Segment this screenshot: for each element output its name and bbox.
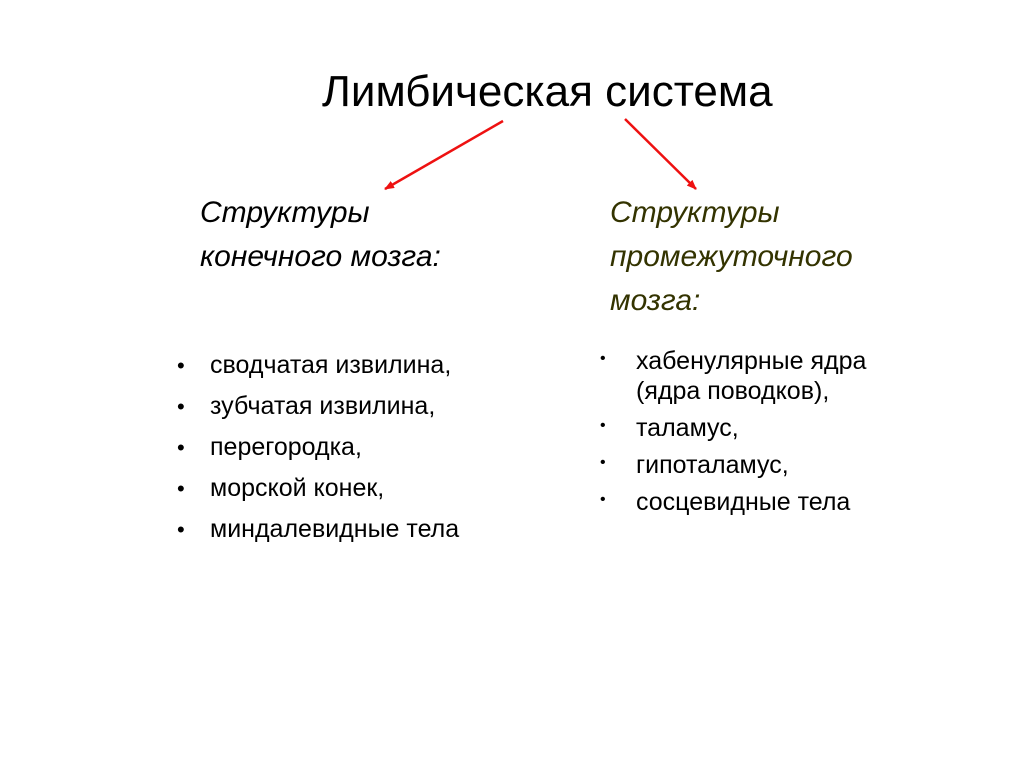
list-item-text: морской конек, — [210, 474, 385, 502]
list-item-text: таламус, — [636, 414, 739, 442]
bullet-icon: • — [177, 435, 185, 460]
list-item-text: перегородка, — [210, 433, 362, 461]
slide-title: Лимбическая система — [322, 67, 773, 116]
arrow-left — [385, 121, 503, 189]
list-item-text: зубчатая извилина, — [210, 392, 436, 420]
arrow-right — [625, 119, 696, 189]
list-item-text: миндалевидные тела — [210, 515, 460, 543]
list-item — [600, 450, 866, 480]
list-item — [177, 468, 459, 509]
bullet-icon: • — [600, 491, 606, 508]
list-item — [177, 345, 459, 386]
list-item — [177, 386, 459, 427]
bullet-icon: • — [600, 454, 606, 471]
heading-line: промежуточного — [610, 240, 853, 273]
heading-line: Структуры — [200, 196, 370, 229]
heading-line: мозга: — [610, 284, 701, 317]
list-item-text: гипоталамус, — [636, 451, 789, 479]
bullet-icon: • — [600, 417, 606, 434]
heading-telencephalon — [200, 191, 441, 279]
list-item-text: сосцевидные тела — [636, 488, 851, 516]
list-item-text: хабенулярные ядра — [636, 347, 867, 375]
bullet-icon: • — [177, 394, 185, 419]
telencephalon-structures-list — [177, 345, 459, 550]
heading-line: конечного мозга: — [200, 240, 441, 273]
list-item-text: сводчатая извилина, — [210, 351, 452, 379]
list-item — [177, 509, 459, 550]
list-item — [600, 487, 866, 517]
list-item-text: (ядра поводков), — [636, 377, 830, 405]
diencephalon-structures-list — [600, 346, 866, 524]
bullet-icon: • — [177, 517, 185, 542]
bullet-icon: • — [600, 350, 606, 367]
list-item — [600, 346, 866, 406]
list-item — [177, 427, 459, 468]
list-item — [600, 413, 866, 443]
bullet-icon: • — [177, 353, 185, 378]
heading-line: Структуры — [610, 196, 780, 229]
heading-diencephalon — [610, 191, 853, 323]
bullet-icon: • — [177, 476, 185, 501]
